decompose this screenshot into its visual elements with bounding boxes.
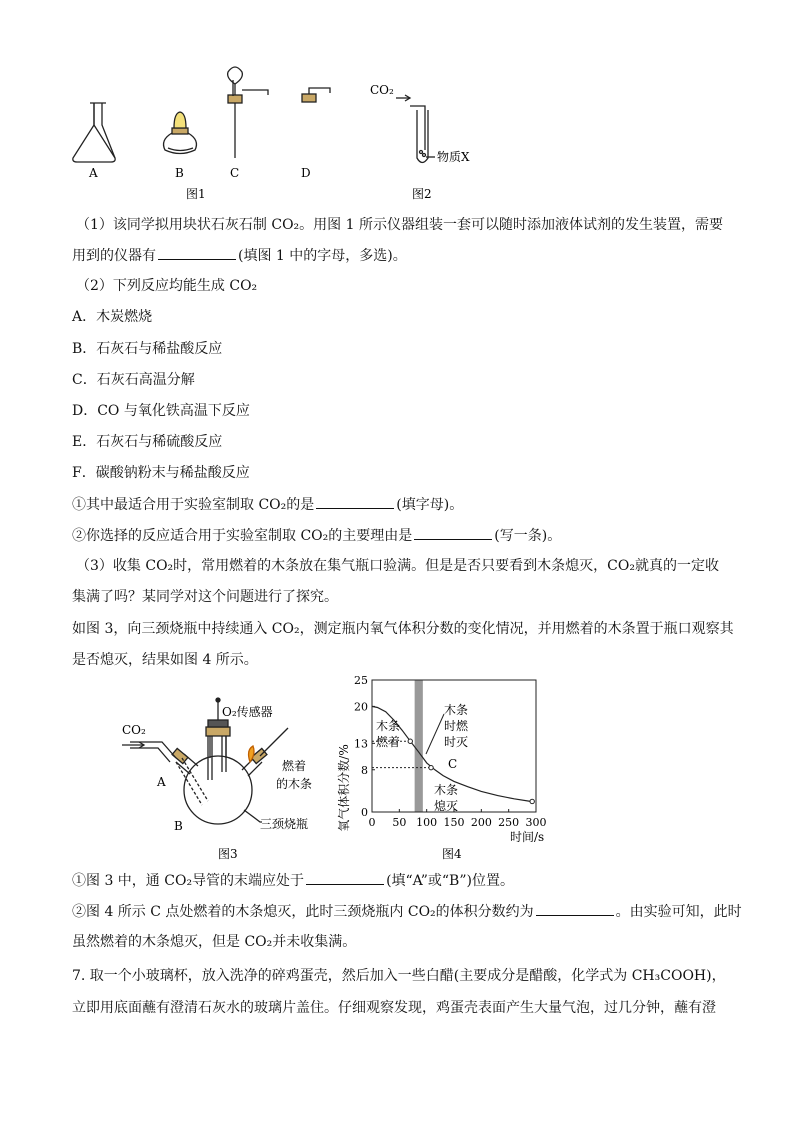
fig4-annot-out-2: 熄灭: [434, 799, 459, 813]
q3-sub2-blank[interactable]: [536, 901, 614, 916]
y-tick-label: 0: [361, 806, 368, 819]
figure-1-2: [0, 0, 794, 205]
q2-sub1-blank[interactable]: [316, 494, 394, 509]
q3-line4: 是否熄灭，结果如图 4 所示。: [72, 652, 258, 668]
fig4-annot-time-2: 时燃: [444, 719, 469, 733]
q7-line2: 立即用底面蘸有澄清石灰水的玻璃片盖住。仔细观察发现，鸡蛋壳表面产生大量气泡，过几分钟，蘸有澄: [72, 1000, 716, 1016]
fig4-annot-time-3: 时灭: [444, 735, 469, 749]
marked-point: [429, 765, 433, 769]
q1-line1: （1）该同学拟用块状石灰石制 CO₂。用图 1 所示仪器组装一套可以随时添加液体试剂的发生装置，需要: [76, 217, 723, 233]
three-neck-flask: [184, 756, 252, 824]
x-tick-label: 100: [416, 816, 438, 829]
q3-line1: （3）收集 CO₂时，常用燃着的木条放在集气瓶口验满。但是是否只要看到木条熄灭，CO₂就真的一定收: [76, 558, 719, 574]
stopper-with-tube: [302, 94, 316, 102]
x-tick-label: 250: [498, 816, 520, 829]
label-d: D: [301, 166, 311, 180]
q3-line3: 如图 3，向三颈烧瓶中持续通入 CO₂，测定瓶内氧气体积分数的变化情况，并用燃着的木条置于瓶口观察其: [72, 621, 734, 637]
label-b: B: [175, 166, 184, 180]
q2-option-e: E．石灰石与稀硫酸反应: [72, 434, 223, 450]
annotation-pointer: [426, 714, 444, 754]
q1-line2-tail: (填图 1 中的字母，多选)。: [238, 248, 407, 264]
fig4-caption: 图4: [442, 847, 462, 861]
fig4-annot-out-1: 木条: [434, 783, 459, 797]
fig4-point-c: C: [448, 757, 458, 771]
marked-point: [530, 799, 534, 803]
q2-option-d: D．CO 与氧化铁高温下反应: [72, 403, 250, 419]
x-tick-label: 200: [470, 816, 492, 829]
fig2-caption: 图2: [412, 187, 432, 201]
fig3-caption: 图3: [218, 847, 238, 861]
q2-option-a: A．木炭燃烧: [72, 309, 153, 325]
q3-sub2-line2: 虽然燃着的木条熄灭，但是 CO₂并未收集满。: [72, 934, 357, 950]
q1-answer-blank[interactable]: [158, 245, 236, 260]
fig4-xlabel: 时间/s: [510, 830, 545, 844]
fig2-gas: CO₂: [370, 83, 394, 97]
y-tick-label: 20: [354, 700, 368, 714]
q3-sub1-blank[interactable]: [306, 870, 384, 885]
figure-4-chart: [330, 670, 560, 870]
q2-sub2-tail: (写一条)。: [494, 528, 562, 544]
fig3-flask: 三颈烧瓶: [260, 817, 309, 831]
q3-sub2-text: ②图 4 所示 C 点处燃着的木条熄灭，此时三颈烧瓶内 CO₂的体积分数约为: [72, 904, 534, 920]
x-tick-label: 300: [525, 816, 547, 829]
shaded-band: [415, 680, 423, 812]
q2-option-c: C．石灰石高温分解: [72, 372, 195, 388]
q2-option-b: B．石灰石与稀盐酸反应: [72, 341, 223, 357]
fig2-substance: 物质X: [437, 150, 470, 164]
fig3-sensor: O₂传感器: [222, 705, 273, 719]
q3-sub1-text: ①图 3 中，通 CO₂导管的末端应处于: [72, 873, 305, 889]
q3-line2: 集满了吗？某同学对这个问题进行了探究。: [72, 589, 338, 605]
q2-sub1-tail: (填字母)。: [396, 497, 464, 513]
q2-sub1: [72, 494, 463, 515]
q2-sub2: [72, 525, 561, 546]
q2-sub2-blank[interactable]: [414, 525, 492, 540]
q3-sub1: [72, 870, 514, 891]
q7-line1: 7. 取一个小玻璃杯，放入洗净的碎鸡蛋壳，然后加入一些白醋(主要成分是醋酸，化学式为 CH₃COOH)，: [72, 968, 726, 984]
marked-point: [408, 739, 412, 743]
fig3-label-a: A: [157, 775, 166, 789]
fig3-gas: CO₂: [122, 723, 146, 737]
x-tick-label: 150: [443, 816, 465, 829]
q2-sub2-text: ②你选择的反应适合用于实验室制取 CO₂的主要理由是: [72, 528, 413, 544]
q3-sub2: [72, 901, 742, 922]
fig3-label-b: B: [174, 819, 183, 833]
fig4-annot-time-1: 木条: [444, 703, 469, 717]
fig3-stick-1: 燃着: [282, 759, 307, 773]
label-c: C: [230, 166, 240, 180]
q1-line2-text: 用到的仪器有: [72, 248, 156, 264]
fig4-annot-burning-2: 燃着: [376, 735, 401, 749]
y-tick-label: 8: [361, 763, 368, 777]
label-a: A: [89, 166, 98, 180]
q3-sub1-tail: (填“A”或“B”)位置。: [386, 873, 514, 889]
q2-sub1-text: ①其中最适合用于实验室制取 CO₂的是: [72, 497, 315, 513]
y-tick-label: 13: [354, 737, 368, 751]
q2-option-f: F．碳酸钠粉末与稀盐酸反应: [72, 465, 250, 481]
fig1-caption: 图1: [186, 187, 206, 201]
fig4-annot-burning-1: 木条: [376, 719, 401, 733]
q3-sub2-tail: 。由实验可知，此时: [615, 904, 742, 920]
fig4-ylabel: 氧气体积分数/%: [337, 744, 351, 832]
q1-line2: [72, 245, 407, 266]
fig3-stick-2: 的木条: [276, 777, 313, 791]
y-tick-label: 25: [354, 674, 368, 687]
separatory-funnel: [228, 67, 243, 84]
x-tick-label: 50: [392, 816, 407, 829]
x-tick-label: 0: [368, 816, 376, 829]
q2-stem: （2）下列反应均能生成 CO₂: [76, 278, 258, 294]
